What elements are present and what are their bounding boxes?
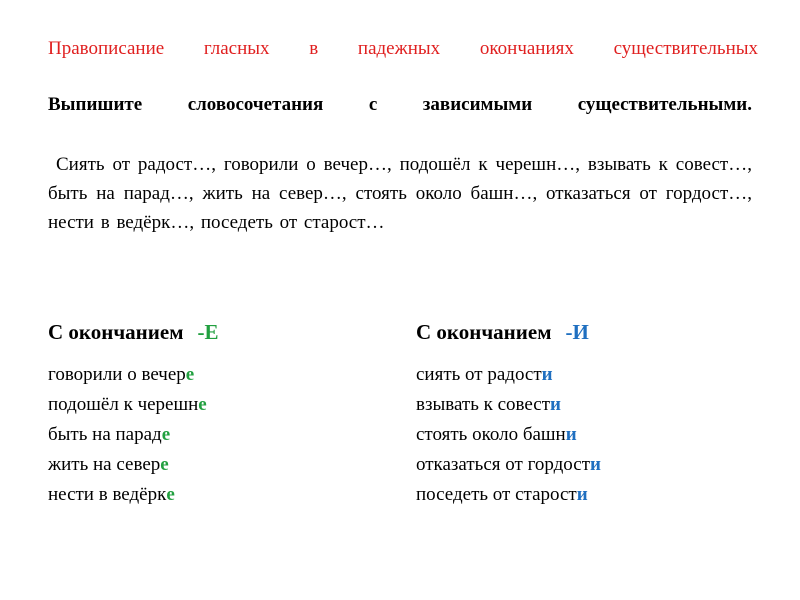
phrase-ending: и: [550, 394, 561, 415]
phrase-stem: жить на север: [48, 454, 161, 475]
phrase-ending: и: [576, 484, 588, 505]
phrase-stem: взывать к совест: [416, 394, 551, 415]
column-header-i: [416, 318, 746, 360]
phrase-row: [48, 480, 378, 510]
phrase-ending: е: [161, 424, 171, 445]
phrase-stem: нести в ведёрк: [48, 484, 167, 505]
phrase-stem: поседеть от старост: [416, 484, 577, 505]
column-header-label: С окончанием: [48, 320, 184, 344]
phrase-stem: отказаться от гордост: [416, 454, 591, 475]
phrase-row: [416, 480, 746, 510]
phrase-row: [416, 360, 746, 390]
phrase-stem: говорили о вечер: [48, 364, 186, 385]
phrase-ending: е: [166, 484, 175, 505]
column-header-e: [48, 318, 378, 360]
column-header-label: С окончанием: [416, 320, 552, 344]
phrase-ending: е: [185, 364, 195, 385]
phrase-row: [48, 450, 378, 480]
phrase-ending: е: [198, 394, 207, 415]
phrase-list-i: [416, 360, 746, 510]
phrase-stem: быть на парад: [48, 424, 162, 445]
slide-title: Правописание гласных в падежных окончаниях существительных: [48, 38, 758, 59]
task-instruction: Выпишите словосочетания с зависимыми существительными.: [48, 94, 752, 115]
phrase-stem: стоять около башн: [416, 424, 566, 445]
phrase-list-e: [48, 360, 378, 510]
phrase-row: [48, 420, 378, 450]
phrase-row: [416, 450, 746, 480]
column-header-ending: -Е: [197, 320, 219, 344]
phrase-ending: и: [590, 454, 601, 475]
phrase-row: [416, 390, 746, 420]
column-ending-i: [416, 318, 746, 510]
phrase-row: [48, 390, 378, 420]
phrase-row: [48, 360, 378, 390]
column-header-ending: -И: [565, 320, 589, 344]
phrase-stem: сиять от радост: [416, 364, 542, 385]
phrase-stem: подошёл к черешн: [48, 394, 199, 415]
exercise-text: Сиять от радост…, говорили о вечер…, подошёл к черешн…, взывать к совест…, быть на парад…, жить на север…, стоять около башн…, отказаться от гордост…, нести в ведёрк…, поседеть от старост…: [48, 154, 752, 233]
phrase-ending: и: [565, 424, 577, 445]
phrase-ending: е: [160, 454, 169, 475]
phrase-ending: и: [541, 364, 553, 385]
column-ending-e: [48, 318, 378, 510]
phrase-row: [416, 420, 746, 450]
